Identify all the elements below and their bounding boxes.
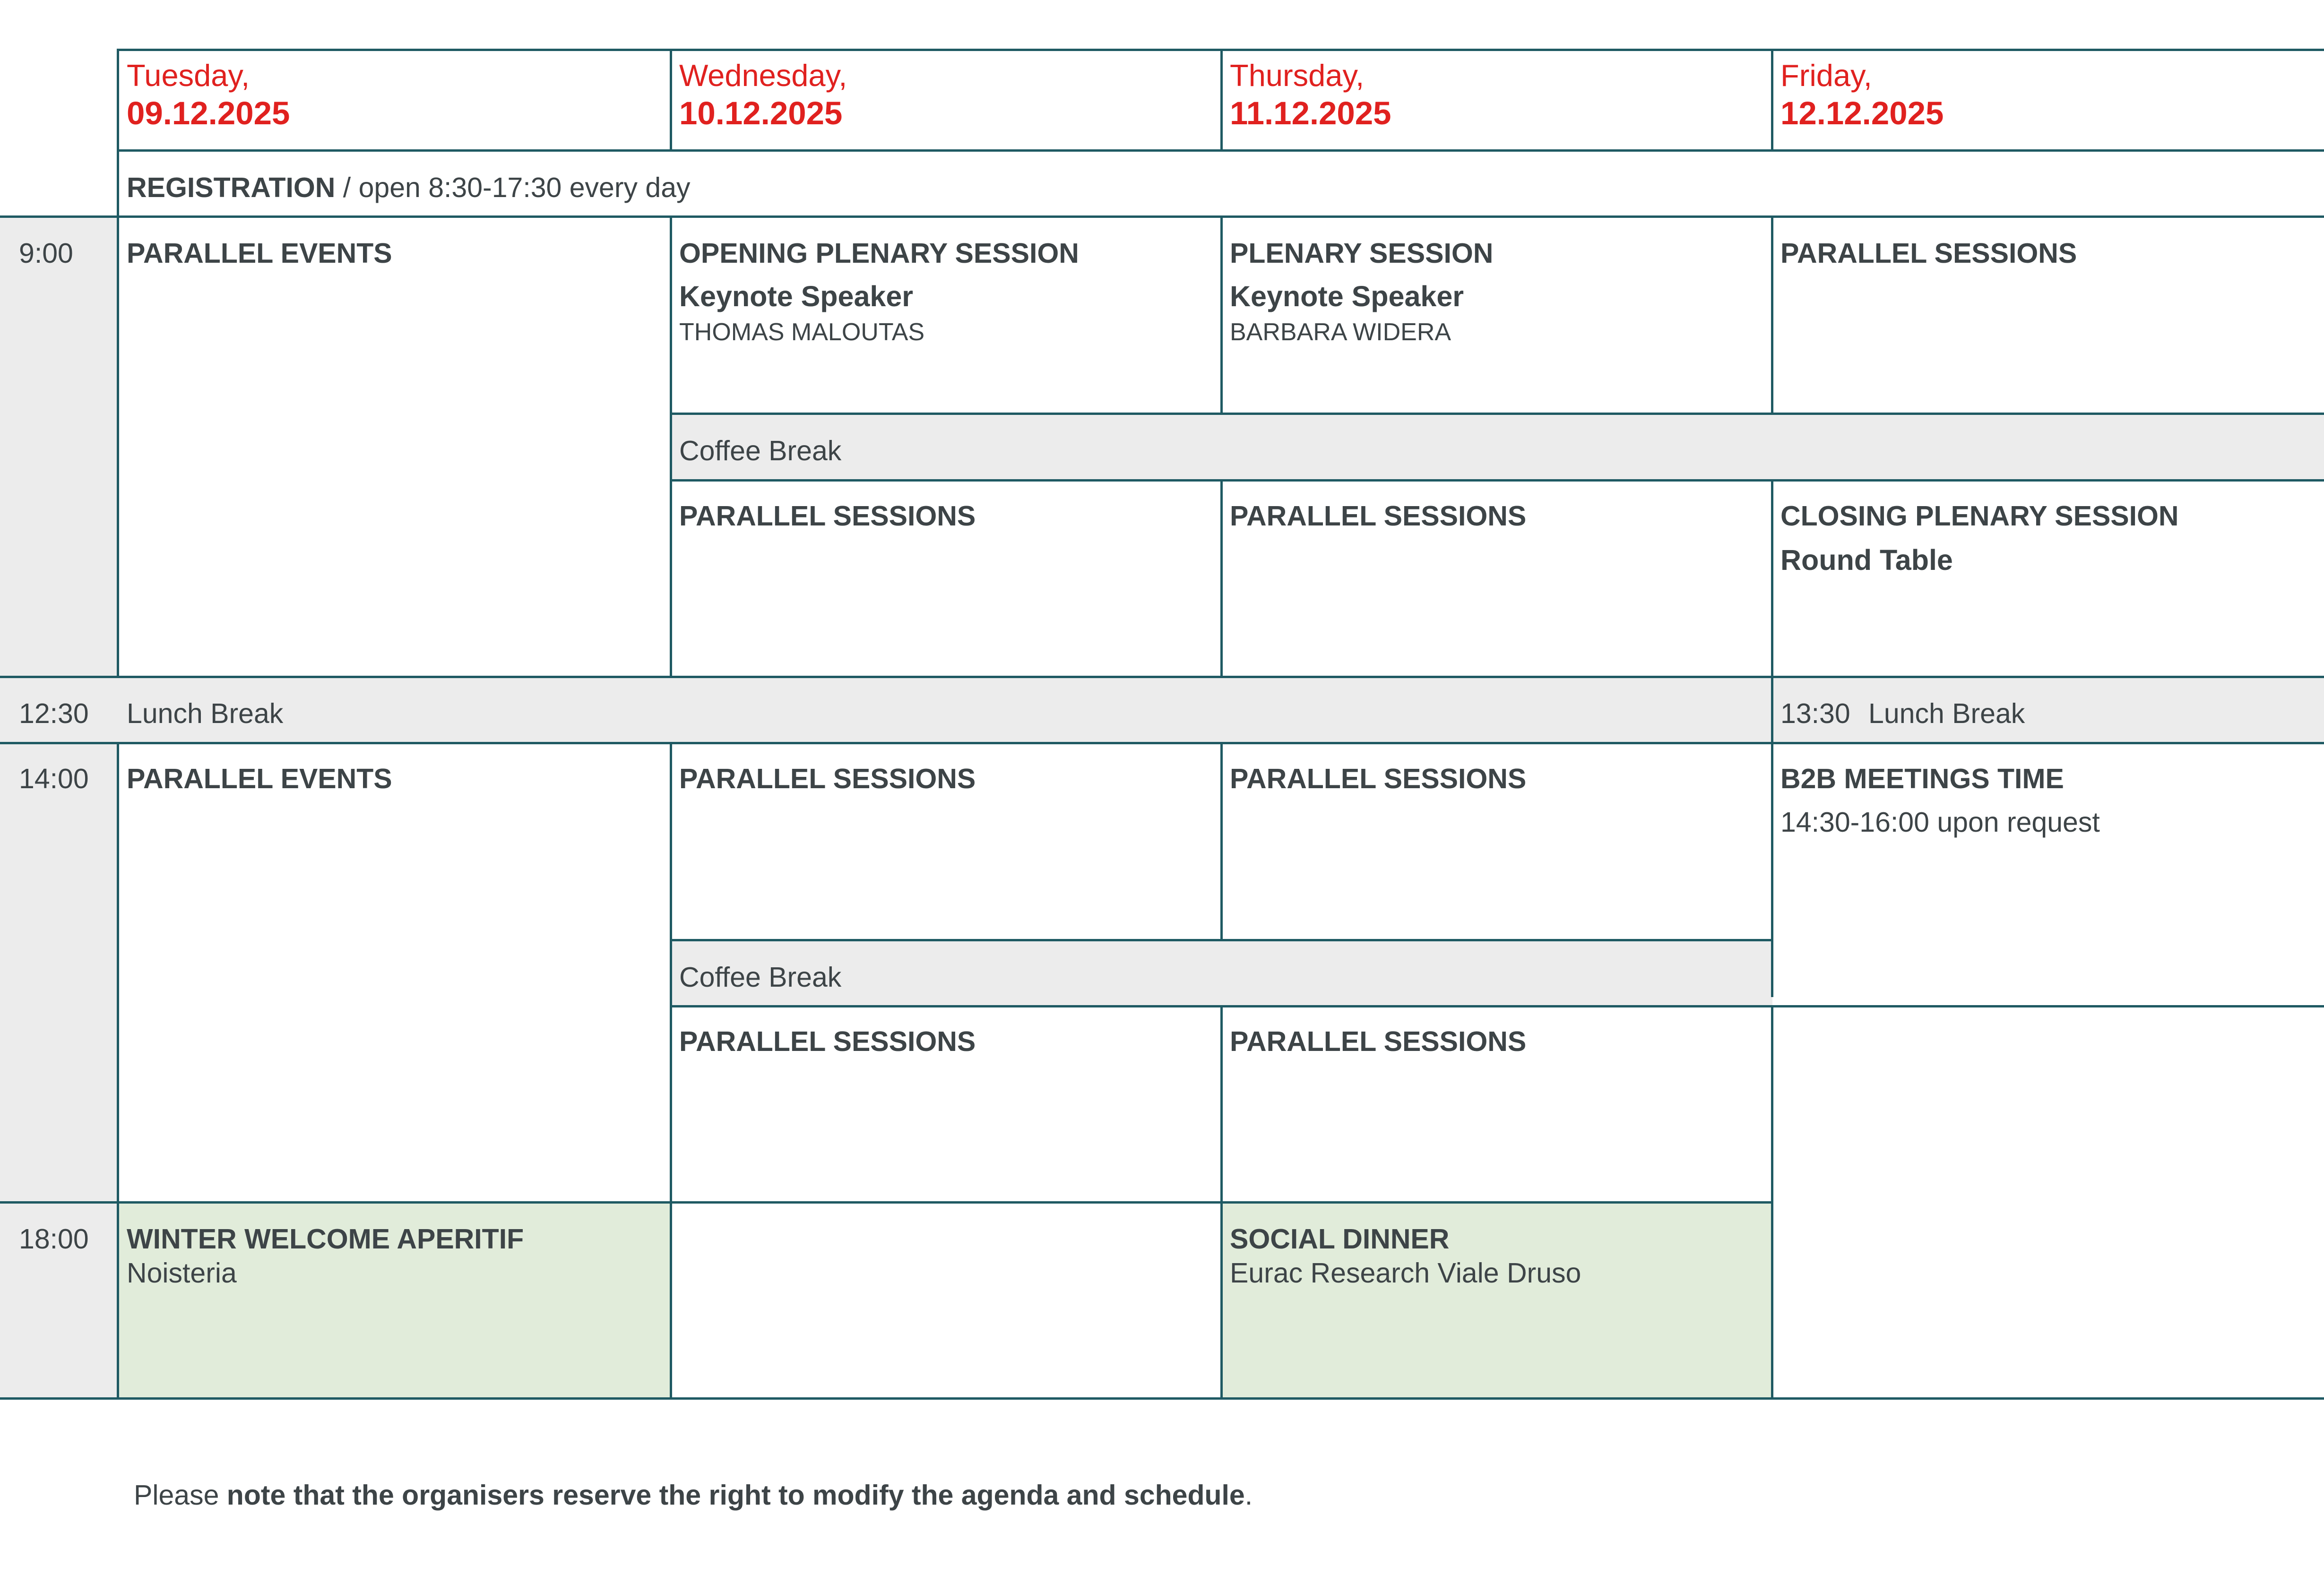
day-date-thursday: 11.12.2025 [1230,95,1391,131]
friday-round-table-label: Round Table [1780,544,1953,576]
wednesday-keynote-name: THOMAS MALOUTAS [679,318,925,346]
thursday-afternoon-parallel-sessions-1: PARALLEL SESSIONS [1230,763,1527,794]
footer-note [134,1479,1253,1511]
day-name-tuesday: Tuesday, [127,58,250,93]
lunch-break-label: Lunch Break [127,698,284,729]
day-name-friday: Friday, [1780,58,1872,93]
wednesday-opening-plenary-title: OPENING PLENARY SESSION [679,238,1079,269]
social-dinner-title: SOCIAL DINNER [1230,1223,1450,1255]
friday-b2b-meetings-time: 14:30-16:00 upon request [1780,807,2100,838]
time-label-9: 9:00 [19,238,73,269]
wednesday-keynote-label: Keynote Speaker [679,280,913,312]
time-label-18: 18:00 [19,1223,89,1255]
day-date-wednesday: 10.12.2025 [679,95,843,131]
morning-coffee-break-label: Coffee Break [679,435,842,466]
tuesday-morning-parallel-events: PARALLEL EVENTS [127,238,392,269]
wednesday-afternoon-parallel-sessions-2: PARALLEL SESSIONS [679,1026,976,1057]
day-name-wednesday: Wednesday, [679,58,847,93]
footer-note-suffix: . [1244,1480,1253,1511]
wednesday-afternoon-parallel-sessions-1: PARALLEL SESSIONS [679,763,976,794]
footer-note-prefix: Please [134,1480,227,1511]
day-date-tuesday: 09.12.2025 [127,95,290,131]
thursday-keynote-label: Keynote Speaker [1230,280,1464,312]
footer-note-emphasis: note that the organisers reserve the right to modify the agenda and schedule [226,1480,1245,1511]
thursday-plenary-title: PLENARY SESSION [1230,238,1494,269]
registration-label: REGISTRATION [127,172,336,203]
wednesday-morning-parallel-sessions: PARALLEL SESSIONS [679,500,976,532]
friday-lunch-break-label: Lunch Break [1868,698,2025,729]
tuesday-afternoon-parallel-events: PARALLEL EVENTS [127,763,392,794]
social-dinner-venue: Eurac Research Viale Druso [1230,1257,1581,1289]
friday-morning-parallel-sessions: PARALLEL SESSIONS [1780,238,2077,269]
registration-row [127,172,691,204]
friday-b2b-meetings-title: B2B MEETINGS TIME [1780,763,2064,794]
welcome-aperitif-venue: Noisteria [127,1257,237,1289]
time-label-14: 14:00 [19,763,89,794]
day-name-thursday: Thursday, [1230,58,1365,93]
friday-closing-plenary-title: CLOSING PLENARY SESSION [1780,500,2179,532]
time-label-1230: 12:30 [19,698,89,729]
friday-lunch-time: 13:30 [1780,698,1850,729]
afternoon-coffee-break-label: Coffee Break [679,962,842,993]
thursday-morning-parallel-sessions: PARALLEL SESSIONS [1230,500,1527,532]
welcome-aperitif-title: WINTER WELCOME APERITIF [127,1223,524,1255]
time-column [0,217,118,1399]
registration-hours: / open 8:30-17:30 every day [335,172,691,203]
day-date-friday: 12.12.2025 [1780,95,1944,131]
morning-coffee-break-row [671,414,2324,480]
thursday-afternoon-parallel-sessions-2: PARALLEL SESSIONS [1230,1026,1527,1057]
thursday-keynote-name: BARBARA WIDERA [1230,318,1451,346]
